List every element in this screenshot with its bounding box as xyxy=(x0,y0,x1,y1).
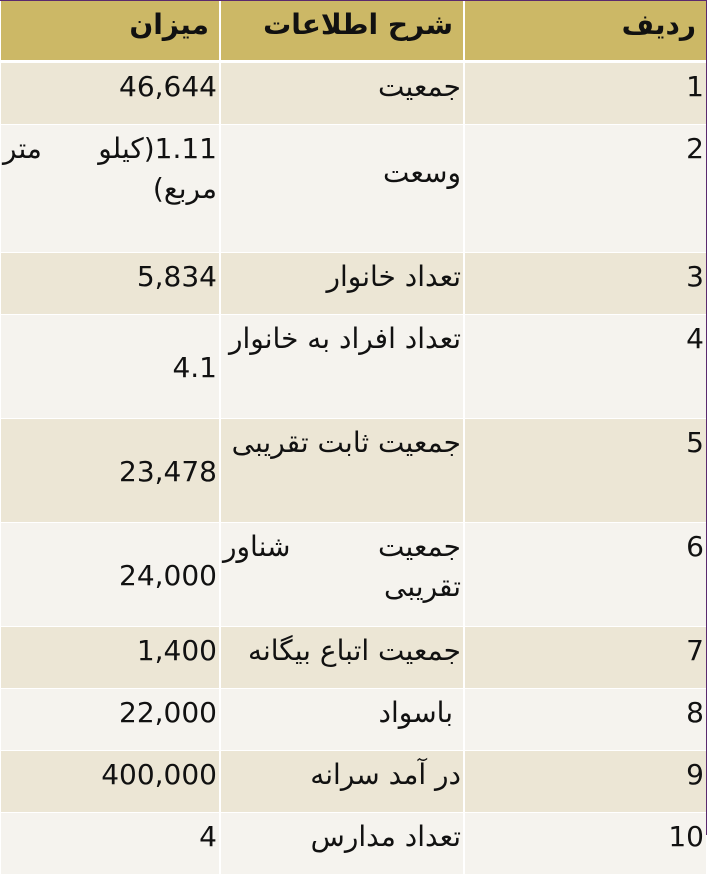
table-row xyxy=(0,314,706,418)
row-amount: 4.1 xyxy=(0,314,220,418)
row-amount: 46,644 xyxy=(0,61,220,124)
row-index: 2 xyxy=(464,124,706,252)
row-index: 3 xyxy=(464,252,706,314)
row-amount: 1.11(کیلو متر مربع) xyxy=(0,124,220,252)
row-amount: 4 xyxy=(0,812,220,874)
row-index: 10 xyxy=(464,812,706,874)
table-row xyxy=(0,252,706,314)
row-description: جمعیت شناور تقریبی xyxy=(220,522,464,626)
row-amount: 1,400 xyxy=(0,626,220,688)
row-description: تعداد خانوار xyxy=(220,252,464,314)
table-row xyxy=(0,124,706,252)
row-index: 6 xyxy=(464,522,706,626)
table-row xyxy=(0,626,706,688)
table-row xyxy=(0,750,706,812)
row-amount: 23,478 xyxy=(0,418,220,522)
row-index: 9 xyxy=(464,750,706,812)
row-description: جمعیت اتباع بیگانه xyxy=(220,626,464,688)
row-amount: 22,000 xyxy=(0,688,220,750)
header-description: شرح اطلاعات xyxy=(220,1,464,61)
table-row xyxy=(0,61,706,124)
row-description: باسواد xyxy=(220,688,464,750)
row-amount: 24,000 xyxy=(0,522,220,626)
row-index: 4 xyxy=(464,314,706,418)
row-amount: 5,834 xyxy=(0,252,220,314)
row-description: تعداد مدارس xyxy=(220,812,464,874)
table-row xyxy=(0,418,706,522)
statistics-table xyxy=(0,1,706,875)
header-index: ردیف xyxy=(464,1,706,61)
table-row xyxy=(0,812,706,874)
row-description: در آمد سرانه xyxy=(220,750,464,812)
row-index: 5 xyxy=(464,418,706,522)
table-row xyxy=(0,688,706,750)
row-index: 8 xyxy=(464,688,706,750)
row-description-text: وسعت xyxy=(383,155,461,189)
row-description xyxy=(220,124,464,252)
row-index: 7 xyxy=(464,626,706,688)
row-description: جمعیت xyxy=(220,61,464,124)
row-description: جمعیت ثابت تقریبی xyxy=(220,418,464,522)
row-description: تعداد افراد به خانوار xyxy=(220,314,464,418)
row-index: 1 xyxy=(464,61,706,124)
row-amount: 400,000 xyxy=(0,750,220,812)
table-row xyxy=(0,522,706,626)
header-row xyxy=(0,1,706,61)
header-amount: میزان xyxy=(0,1,220,61)
